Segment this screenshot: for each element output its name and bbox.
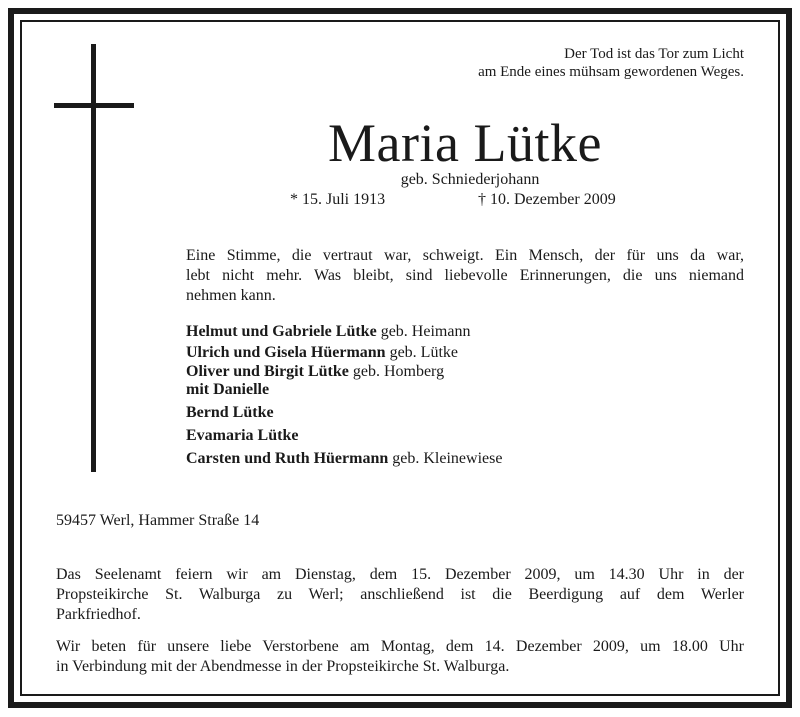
mourner-note: geb. Kleinewiese — [392, 450, 503, 467]
mourner-entry — [186, 342, 746, 363]
death-date: † 10. Dezember 2009 — [478, 191, 616, 208]
cross-horizontal-bar — [54, 103, 134, 108]
cross-vertical-bar — [91, 44, 96, 472]
mourner-names: Evamaria Lütke — [186, 427, 299, 444]
memorial-verse — [186, 246, 744, 306]
mourner-entry — [186, 401, 746, 424]
notice-line: Propsteikirche St. Walburga zu Werl; anschließend ist die Beerdigung auf dem Werler — [56, 586, 744, 603]
mourner-entry — [186, 381, 746, 399]
deceased-name: Maria Lütke — [328, 113, 602, 173]
notice-line: Parkfriedhof. — [56, 606, 141, 623]
mourner-names: Helmut und Gabriele Lütke — [186, 323, 377, 340]
verse-line: lebt nicht mehr. Was bleibt, sind liebevolle Erinnerungen, die uns niemand — [186, 267, 744, 284]
address: 59457 Werl, Hammer Straße 14 — [56, 512, 260, 529]
mourner-note: geb. Heimann — [380, 323, 471, 340]
mourner-names: Oliver und Birgit Lütke — [186, 363, 349, 380]
birth-date: * 15. Juli 1913 — [290, 191, 386, 208]
mourner-entry — [186, 363, 746, 381]
verse-line: Eine Stimme, die vertraut war, schweigt. Ein Mensch, der für uns da war, — [186, 247, 744, 264]
mourner-note: geb. Lütke — [389, 344, 458, 361]
mourner-names: Bernd Lütke — [186, 404, 274, 421]
notice-line: in Verbindung mit der Abendmesse in der Propsteikirche St. Walburga. — [56, 658, 510, 675]
motto-line-2: am Ende eines mühsam gewordenen Weges. — [478, 64, 744, 80]
mourner-entry — [186, 447, 746, 470]
motto — [384, 45, 744, 81]
mourner-note: geb. Homberg — [352, 363, 445, 380]
mourner-names: mit Danielle — [186, 381, 270, 398]
mourner-entry — [186, 321, 746, 342]
mourners-list — [186, 321, 746, 470]
notice-line: Wir beten für unsere liebe Verstorbene am Montag, dem 14. Dezember 2009, um 18.00 Uhr — [56, 638, 744, 655]
notice-line: Das Seelenamt feiern wir am Dienstag, dem 15. Dezember 2009, um 14.30 Uhr in der — [56, 566, 744, 583]
requiem-notice — [56, 565, 744, 625]
motto-line-1: Der Tod ist das Tor zum Licht — [564, 46, 744, 62]
mourner-names: Carsten und Ruth Hüermann — [186, 450, 389, 467]
prayer-notice — [56, 637, 744, 677]
verse-line: nehmen kann. — [186, 287, 276, 304]
maiden-name: geb. Schniederjohann — [400, 171, 540, 188]
mourner-names: Ulrich und Gisela Hüermann — [186, 344, 386, 361]
mourner-entry — [186, 424, 746, 447]
